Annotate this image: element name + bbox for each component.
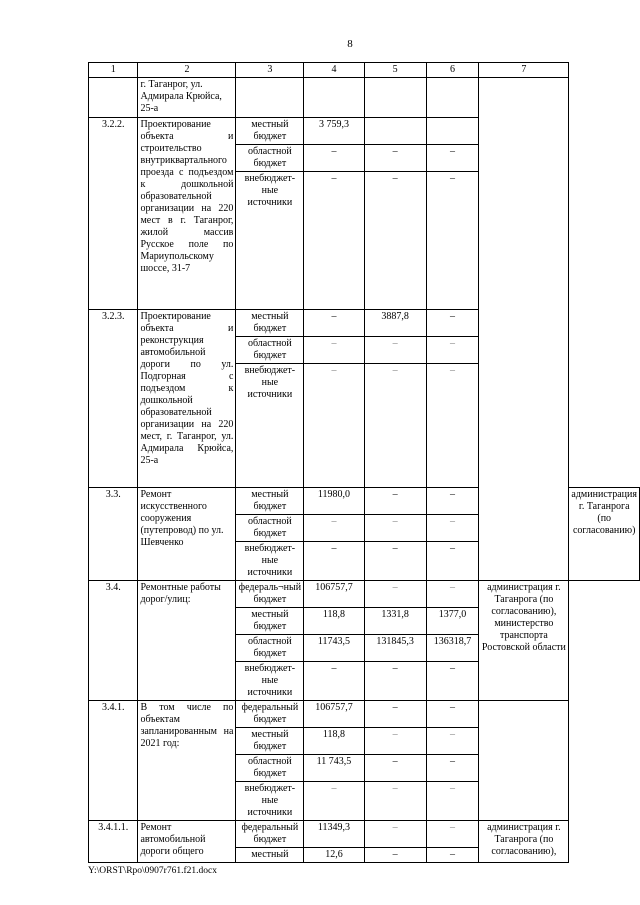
header-cell: 7 — [479, 63, 569, 78]
value-cell — [426, 118, 479, 145]
source-cell: местный бюджет — [236, 310, 304, 337]
value-cell: 1377,0 — [426, 608, 479, 635]
value-cell: – — [364, 364, 426, 488]
table-row — [89, 701, 640, 728]
value-cell: – — [426, 172, 479, 310]
row-name: Ремонтные работы дорог/улиц: — [138, 581, 236, 701]
value-cell: – — [426, 337, 479, 364]
row-number: 3.2.3. — [89, 310, 138, 488]
value-cell: 3887,8 — [364, 310, 426, 337]
value-cell: 3 759,3 — [304, 118, 364, 145]
row-number: 3.3. — [89, 488, 138, 581]
value-cell: 12,6 — [304, 848, 364, 863]
value-cell: – — [426, 515, 479, 542]
table-row — [89, 821, 640, 848]
value-cell: 11980,0 — [304, 488, 364, 515]
value-cell: – — [304, 364, 364, 488]
value-cell: – — [364, 488, 426, 515]
source-cell: федераль¬ный бюджет — [236, 581, 304, 608]
file-path-footer: Y:\ORST\Rpo\0907r761.f21.docx — [88, 866, 217, 876]
executor-cell: администрация г. Таганрога (по согласованию) — [569, 488, 640, 581]
source-cell: внебюджет-ные источники — [236, 542, 304, 581]
source-cell: областной бюджет — [236, 635, 304, 662]
value-cell: 11743,5 — [304, 635, 364, 662]
header-cell: 5 — [364, 63, 426, 78]
source-cell: внебюджет-ные источники — [236, 364, 304, 488]
value-cell: 1331,8 — [364, 608, 426, 635]
value-cell: – — [364, 542, 426, 581]
value-cell: – — [364, 782, 426, 821]
header-cell: 1 — [89, 63, 138, 78]
value-cell — [304, 78, 364, 118]
value-cell: – — [426, 145, 479, 172]
source-cell: местный бюджет — [236, 488, 304, 515]
value-cell: 118,8 — [304, 728, 364, 755]
row-name: Проектирование объекта и строительство внутриквартального проезда с подъездом к дошкольной образовательной организации на 220 мест в г. Таганрог, жилой массив Русское поле по Мариупольскому шоссе, 31-7 — [138, 118, 236, 310]
value-cell: – — [304, 662, 364, 701]
value-cell: 118,8 — [304, 608, 364, 635]
value-cell: – — [426, 542, 479, 581]
row-number: 3.4.1. — [89, 701, 138, 821]
page-number: 8 — [347, 38, 353, 50]
value-cell: – — [364, 728, 426, 755]
row-name: Ремонт автомобильной дороги общего — [138, 821, 236, 863]
source-cell: местный бюджет — [236, 118, 304, 145]
source-cell: внебюджет-ные источники — [236, 782, 304, 821]
value-cell: – — [304, 337, 364, 364]
source-cell: областной бюджет — [236, 145, 304, 172]
row-number: 3.4.1.1. — [89, 821, 138, 863]
value-cell: 106757,7 — [304, 581, 364, 608]
value-cell: – — [364, 701, 426, 728]
source-cell: федеральный бюджет — [236, 701, 304, 728]
value-cell: – — [364, 581, 426, 608]
source-cell: областной бюджет — [236, 337, 304, 364]
value-cell: – — [304, 542, 364, 581]
value-cell: 131845,3 — [364, 635, 426, 662]
value-cell: – — [364, 821, 426, 848]
header-cell: 6 — [426, 63, 479, 78]
value-cell: 106757,7 — [304, 701, 364, 728]
value-cell: – — [426, 581, 479, 608]
value-cell: – — [426, 848, 479, 863]
value-cell: – — [364, 662, 426, 701]
source-cell — [236, 78, 304, 118]
value-cell: – — [426, 821, 479, 848]
row-name: г. Таганрог, ул. Адмирала Крюйса, 25-а — [138, 78, 236, 118]
value-cell — [364, 118, 426, 145]
value-cell: – — [304, 145, 364, 172]
value-cell — [426, 78, 479, 118]
value-cell: – — [426, 755, 479, 782]
source-cell: федеральный бюджет — [236, 821, 304, 848]
source-cell: местный бюджет — [236, 608, 304, 635]
source-cell: внебюджет-ные источники — [236, 172, 304, 310]
row-number: 3.4. — [89, 581, 138, 701]
value-cell: – — [426, 701, 479, 728]
value-cell: – — [426, 488, 479, 515]
row-number: 3.2.2. — [89, 118, 138, 310]
source-cell: местный бюджет — [236, 728, 304, 755]
value-cell: – — [364, 172, 426, 310]
executor-cell — [479, 701, 569, 821]
value-cell: – — [364, 848, 426, 863]
executor-cell — [479, 78, 569, 581]
header-cell: 4 — [304, 63, 364, 78]
executor-cell: администрация г. Таганрога (по согласованию), — [479, 821, 569, 863]
value-cell: – — [364, 145, 426, 172]
row-name: Проектирование объекта и реконструкция автомобильной дороги по ул. Подгорная с подъездом к дошкольной образовательной организации на 220 мест, г. Таганрог, ул. Адмирала Крюйса, 25-а — [138, 310, 236, 488]
value-cell: – — [304, 782, 364, 821]
row-number — [89, 78, 138, 118]
value-cell: – — [426, 662, 479, 701]
value-cell: – — [304, 515, 364, 542]
source-cell: местный — [236, 848, 304, 863]
source-cell: областной бюджет — [236, 755, 304, 782]
value-cell: 136318,7 — [426, 635, 479, 662]
source-cell: внебюджет-ные источники — [236, 662, 304, 701]
value-cell: – — [426, 310, 479, 337]
row-name: В том числе по объектам запланированным на 2021 год: — [138, 701, 236, 821]
header-row — [89, 63, 640, 78]
header-cell: 3 — [236, 63, 304, 78]
value-cell: – — [304, 172, 364, 310]
value-cell: – — [426, 782, 479, 821]
value-cell: – — [364, 515, 426, 542]
value-cell: – — [426, 728, 479, 755]
row-name: Ремонт искусственного сооружения (путепровод) по ул. Шевченко — [138, 488, 236, 581]
program-table — [88, 62, 640, 863]
value-cell: – — [364, 755, 426, 782]
value-cell: – — [304, 310, 364, 337]
header-cell: 2 — [138, 63, 236, 78]
value-cell: – — [426, 364, 479, 488]
value-cell — [364, 78, 426, 118]
source-cell: областной бюджет — [236, 515, 304, 542]
executor-cell: администрация г. Таганрога (по согласованию), министерство транспорта Ростовской области — [479, 581, 569, 701]
table-row — [89, 581, 640, 608]
value-cell: – — [364, 337, 426, 364]
table-row — [89, 78, 640, 118]
value-cell: 11 743,5 — [304, 755, 364, 782]
value-cell: 11349,3 — [304, 821, 364, 848]
